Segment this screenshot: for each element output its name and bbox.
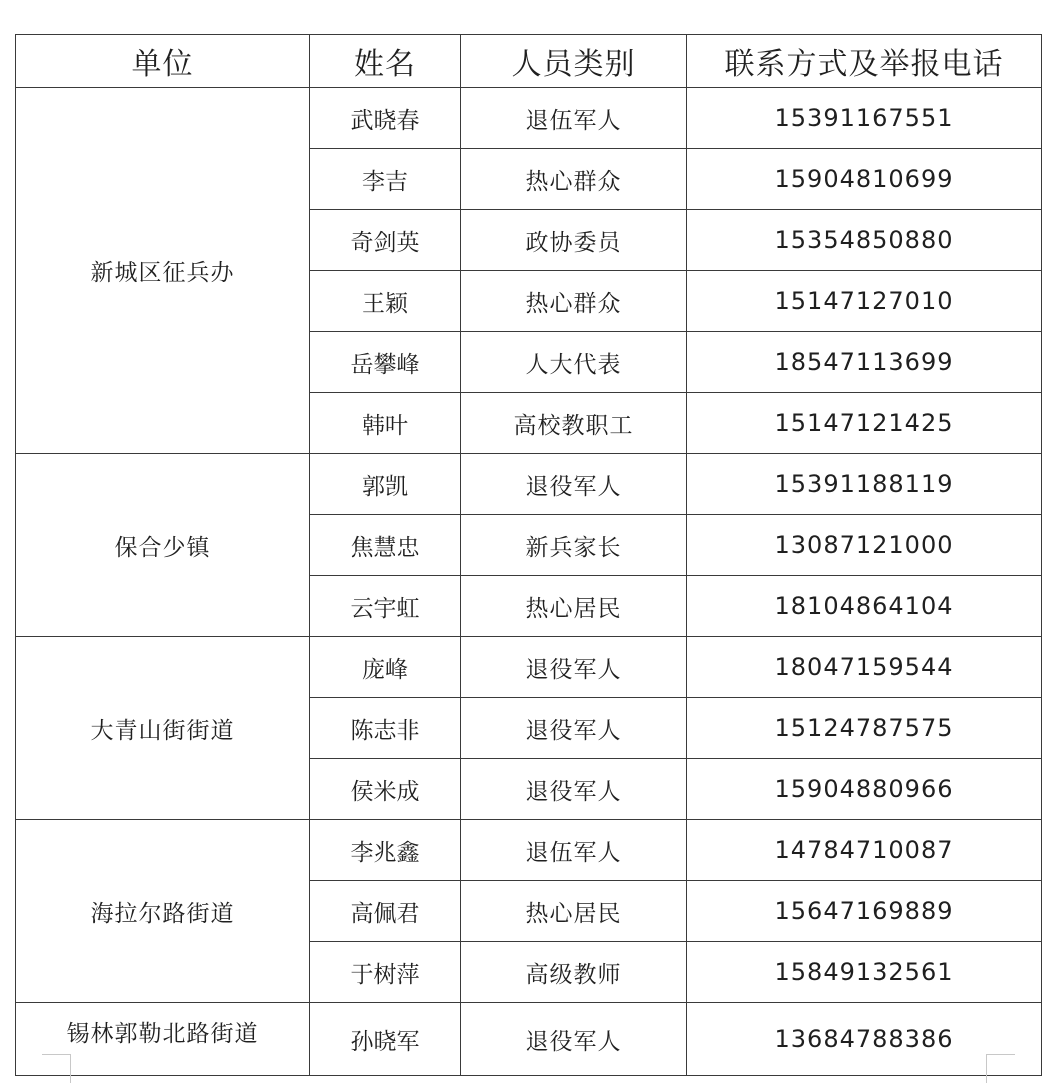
phone-cell: 18047159544 (687, 637, 1042, 698)
name-cell: 韩叶 (310, 393, 461, 454)
name-cell: 侯米成 (310, 759, 461, 820)
category-cell: 退伍军人 (461, 88, 687, 149)
header-name: 姓名 (310, 35, 461, 88)
unit-cell: 锡林郭勒北路街道 (16, 1003, 310, 1076)
name-cell: 陈志非 (310, 698, 461, 759)
category-cell: 高校教职工 (461, 393, 687, 454)
page-corner-mark-right (986, 1054, 1015, 1083)
phone-cell: 15124787575 (687, 698, 1042, 759)
category-cell: 热心群众 (461, 149, 687, 210)
phone-cell: 13684788386 (687, 1003, 1042, 1076)
phone-cell: 14784710087 (687, 820, 1042, 881)
category-cell: 新兵家长 (461, 515, 687, 576)
table-row (16, 637, 1042, 698)
name-cell: 焦慧忠 (310, 515, 461, 576)
category-cell: 退役军人 (461, 454, 687, 515)
category-cell: 热心群众 (461, 271, 687, 332)
unit-cell: 保合少镇 (16, 454, 310, 637)
phone-cell: 15849132561 (687, 942, 1042, 1003)
phone-cell: 15147121425 (687, 393, 1042, 454)
table-header-row (16, 35, 1042, 88)
category-cell: 政协委员 (461, 210, 687, 271)
name-cell: 岳攀峰 (310, 332, 461, 393)
name-cell: 云宇虹 (310, 576, 461, 637)
header-unit: 单位 (16, 35, 310, 88)
header-category: 人员类别 (461, 35, 687, 88)
phone-cell: 15904810699 (687, 149, 1042, 210)
phone-cell: 13087121000 (687, 515, 1042, 576)
header-phone: 联系方式及举报电话 (687, 35, 1042, 88)
category-cell: 热心居民 (461, 881, 687, 942)
category-cell: 人大代表 (461, 332, 687, 393)
unit-cell: 大青山街街道 (16, 637, 310, 820)
name-cell: 郭凯 (310, 454, 461, 515)
category-cell: 高级教师 (461, 942, 687, 1003)
category-cell: 退役军人 (461, 637, 687, 698)
table-row (16, 88, 1042, 149)
phone-cell: 15391188119 (687, 454, 1042, 515)
name-cell: 李兆鑫 (310, 820, 461, 881)
category-cell: 退伍军人 (461, 820, 687, 881)
category-cell: 退役军人 (461, 1003, 687, 1076)
category-cell: 退役军人 (461, 698, 687, 759)
table-row (16, 1003, 1042, 1076)
page-corner-mark-left (42, 1054, 71, 1083)
table-row (16, 454, 1042, 515)
phone-cell: 15647169889 (687, 881, 1042, 942)
name-cell: 奇剑英 (310, 210, 461, 271)
name-cell: 庞峰 (310, 637, 461, 698)
table-row (16, 820, 1042, 881)
name-cell: 王颖 (310, 271, 461, 332)
phone-cell: 15147127010 (687, 271, 1042, 332)
unit-cell: 海拉尔路街道 (16, 820, 310, 1003)
name-cell: 武晓春 (310, 88, 461, 149)
table-body (16, 88, 1042, 1076)
phone-cell: 18104864104 (687, 576, 1042, 637)
phone-cell: 15354850880 (687, 210, 1042, 271)
contact-table (15, 34, 1042, 1076)
name-cell: 孙晓军 (310, 1003, 461, 1076)
category-cell: 热心居民 (461, 576, 687, 637)
name-cell: 李吉 (310, 149, 461, 210)
name-cell: 于树萍 (310, 942, 461, 1003)
phone-cell: 15391167551 (687, 88, 1042, 149)
phone-cell: 15904880966 (687, 759, 1042, 820)
contact-table-wrapper (15, 34, 1042, 1076)
unit-cell: 新城区征兵办 (16, 88, 310, 454)
category-cell: 退役军人 (461, 759, 687, 820)
name-cell: 高佩君 (310, 881, 461, 942)
phone-cell: 18547113699 (687, 332, 1042, 393)
